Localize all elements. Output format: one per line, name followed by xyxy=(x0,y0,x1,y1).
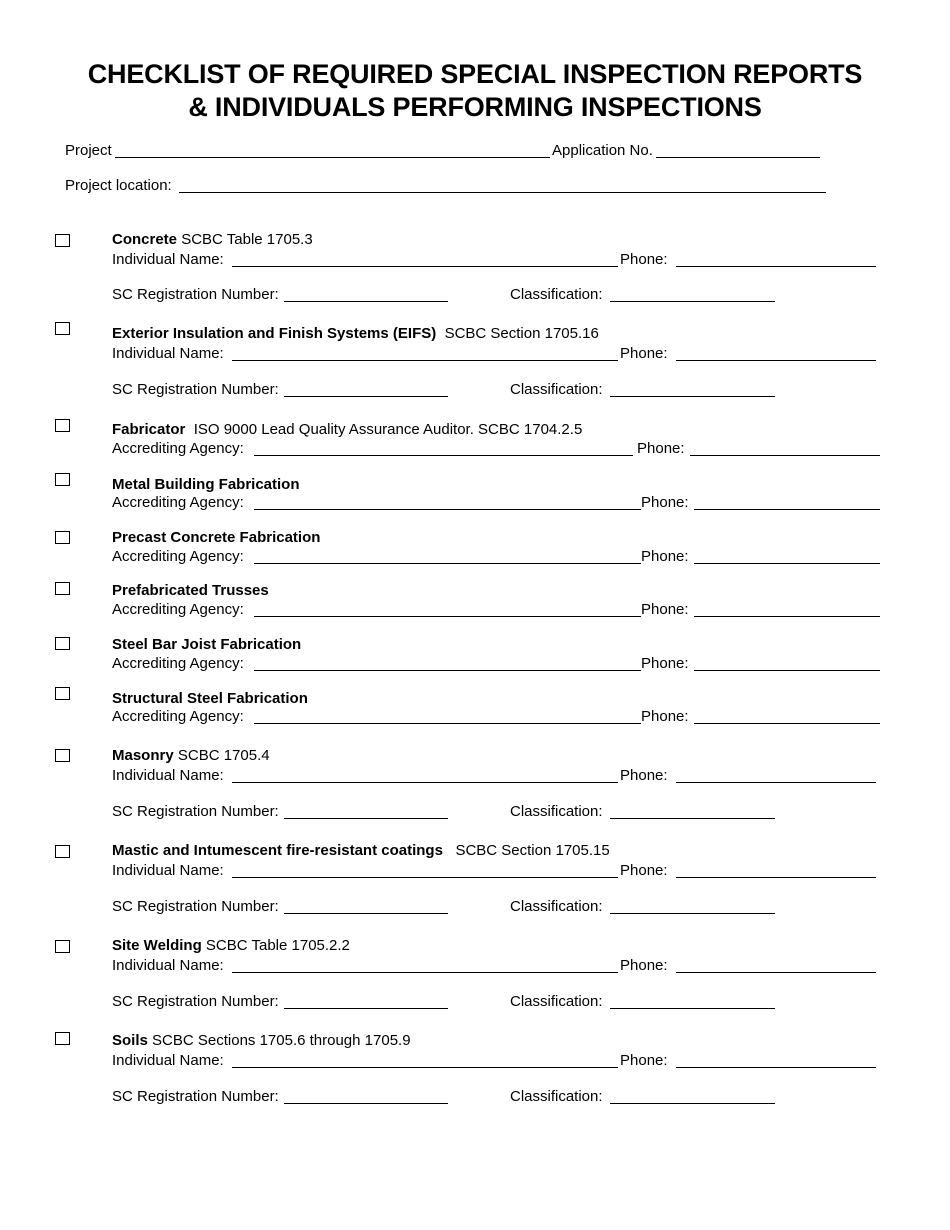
section-name: Metal Building Fabrication xyxy=(112,476,300,493)
application-no-field[interactable] xyxy=(656,157,820,158)
accrediting-agency-field[interactable] xyxy=(254,455,633,456)
accrediting-agency-label: Accrediting Agency: xyxy=(112,440,244,457)
phone-label: Phone: xyxy=(641,655,689,672)
classification-field[interactable] xyxy=(610,1008,775,1009)
project-location-field[interactable] xyxy=(179,192,826,193)
phone-label: Phone: xyxy=(641,708,689,725)
mastic-coatings-checkbox[interactable] xyxy=(55,845,70,858)
classification-label: Classification: xyxy=(510,381,603,398)
phone-field[interactable] xyxy=(694,723,880,724)
classification-field[interactable] xyxy=(610,818,775,819)
phone-label: Phone: xyxy=(620,251,668,268)
classification-label: Classification: xyxy=(510,1088,603,1105)
accrediting-agency-label: Accrediting Agency: xyxy=(112,655,244,672)
section-reference: SCBC Sections 1705.6 through 1705.9 xyxy=(152,1032,411,1049)
classification-field[interactable] xyxy=(610,396,775,397)
individual-name-field[interactable] xyxy=(232,360,618,361)
section-name: Concrete xyxy=(112,231,178,248)
section-name: Soils xyxy=(112,1032,148,1049)
section-reference: SCBC Section 1705.15 xyxy=(455,842,610,859)
phone-field[interactable] xyxy=(676,877,876,878)
masonry-heading xyxy=(112,747,270,765)
phone-field[interactable] xyxy=(694,616,880,617)
section-reference: SCBC Section 1705.16 xyxy=(444,325,599,342)
accrediting-agency-label: Accrediting Agency: xyxy=(112,708,244,725)
classification-label: Classification: xyxy=(510,286,603,303)
phone-label: Phone: xyxy=(620,957,668,974)
section-name: Prefabricated Trusses xyxy=(112,582,269,599)
classification-label: Classification: xyxy=(510,803,603,820)
phone-label: Phone: xyxy=(620,1052,668,1069)
individual-name-field[interactable] xyxy=(232,782,618,783)
individual-name-label: Individual Name: xyxy=(112,1052,224,1069)
sc-registration-field[interactable] xyxy=(284,301,448,302)
fabricator-checkbox[interactable] xyxy=(55,419,70,432)
classification-field[interactable] xyxy=(610,301,775,302)
sc-registration-label: SC Registration Number: xyxy=(112,381,279,398)
section-name: Exterior Insulation and Finish Systems (EIFS) xyxy=(112,325,437,342)
individual-name-label: Individual Name: xyxy=(112,957,224,974)
phone-label: Phone: xyxy=(641,548,689,565)
individual-name-label: Individual Name: xyxy=(112,767,224,784)
individual-name-field[interactable] xyxy=(232,266,618,267)
phone-field[interactable] xyxy=(676,266,876,267)
accrediting-agency-field[interactable] xyxy=(254,723,641,724)
section-name: Precast Concrete Fabrication xyxy=(112,529,321,546)
sc-registration-field[interactable] xyxy=(284,1008,448,1009)
project-label: Project xyxy=(65,142,112,159)
sc-registration-field[interactable] xyxy=(284,818,448,819)
sc-registration-label: SC Registration Number: xyxy=(112,803,279,820)
concrete-heading xyxy=(112,231,313,249)
structural-steel-checkbox[interactable] xyxy=(55,687,70,700)
individual-name-label: Individual Name: xyxy=(112,345,224,362)
site-welding-checkbox[interactable] xyxy=(55,940,70,953)
phone-field[interactable] xyxy=(676,1067,876,1068)
form-title-line-2: & INDIVIDUALS PERFORMING INSPECTIONS xyxy=(188,92,762,122)
phone-field[interactable] xyxy=(694,509,880,510)
individual-name-field[interactable] xyxy=(232,877,618,878)
section-reference: SCBC 1705.4 xyxy=(177,747,270,764)
section-name: Fabricator xyxy=(112,421,186,438)
phone-label: Phone: xyxy=(620,345,668,362)
eifs-checkbox[interactable] xyxy=(55,322,70,335)
section-name: Structural Steel Fabrication xyxy=(112,690,308,707)
steel-bar-joist-checkbox[interactable] xyxy=(55,637,70,650)
section-name: Site Welding xyxy=(112,937,202,954)
phone-field[interactable] xyxy=(690,455,880,456)
phone-label: Phone: xyxy=(641,601,689,618)
fabricator-heading xyxy=(112,421,582,439)
classification-label: Classification: xyxy=(510,993,603,1010)
phone-field[interactable] xyxy=(694,670,880,671)
masonry-checkbox[interactable] xyxy=(55,749,70,762)
individual-name-label: Individual Name: xyxy=(112,251,224,268)
phone-field[interactable] xyxy=(694,563,880,564)
accrediting-agency-field[interactable] xyxy=(254,616,641,617)
prefabricated-trusses-checkbox[interactable] xyxy=(55,582,70,595)
section-reference: SCBC Table 1705.2.2 xyxy=(205,937,350,954)
accrediting-agency-field[interactable] xyxy=(254,509,641,510)
eifs-heading xyxy=(112,325,599,343)
individual-name-label: Individual Name: xyxy=(112,862,224,879)
phone-field[interactable] xyxy=(676,972,876,973)
accrediting-agency-label: Accrediting Agency: xyxy=(112,548,244,565)
accrediting-agency-field[interactable] xyxy=(254,563,641,564)
section-name: Masonry xyxy=(112,747,174,764)
soils-heading xyxy=(112,1032,411,1050)
project-field[interactable] xyxy=(115,157,550,158)
precast-concrete-checkbox[interactable] xyxy=(55,531,70,544)
section-name: Mastic and Intumescent fire-resistant coatings xyxy=(112,842,443,859)
soils-checkbox[interactable] xyxy=(55,1032,70,1045)
form-title-line-1: CHECKLIST OF REQUIRED SPECIAL INSPECTION REPORTS xyxy=(87,59,863,89)
mastic-coatings-heading xyxy=(112,842,610,860)
classification-field[interactable] xyxy=(610,913,775,914)
sc-registration-label: SC Registration Number: xyxy=(112,898,279,915)
sc-registration-label: SC Registration Number: xyxy=(112,286,279,303)
accrediting-agency-label: Accrediting Agency: xyxy=(112,601,244,618)
phone-field[interactable] xyxy=(676,360,876,361)
sc-registration-field[interactable] xyxy=(284,913,448,914)
section-reference: ISO 9000 Lead Quality Assurance Auditor. SCBC 1704.2.5 xyxy=(193,421,583,438)
classification-field[interactable] xyxy=(610,1103,775,1104)
classification-label: Classification: xyxy=(510,898,603,915)
site-welding-heading xyxy=(112,937,350,955)
sc-registration-field[interactable] xyxy=(284,1103,448,1104)
phone-label: Phone: xyxy=(620,862,668,879)
individual-name-field[interactable] xyxy=(232,1067,618,1068)
sc-registration-label: SC Registration Number: xyxy=(112,993,279,1010)
individual-name-field[interactable] xyxy=(232,972,618,973)
accrediting-agency-label: Accrediting Agency: xyxy=(112,494,244,511)
metal-building-checkbox[interactable] xyxy=(55,473,70,486)
accrediting-agency-field[interactable] xyxy=(254,670,641,671)
sc-registration-field[interactable] xyxy=(284,396,448,397)
sc-registration-label: SC Registration Number: xyxy=(112,1088,279,1105)
project-location-label: Project location: xyxy=(65,177,172,194)
concrete-checkbox[interactable] xyxy=(55,234,70,247)
section-reference: SCBC Table 1705.3 xyxy=(181,231,313,248)
phone-label: Phone: xyxy=(620,767,668,784)
phone-label: Phone: xyxy=(641,494,689,511)
phone-field[interactable] xyxy=(676,782,876,783)
phone-label: Phone: xyxy=(637,440,685,457)
application-no-label: Application No. xyxy=(552,142,653,159)
section-name: Steel Bar Joist Fabrication xyxy=(112,636,302,653)
